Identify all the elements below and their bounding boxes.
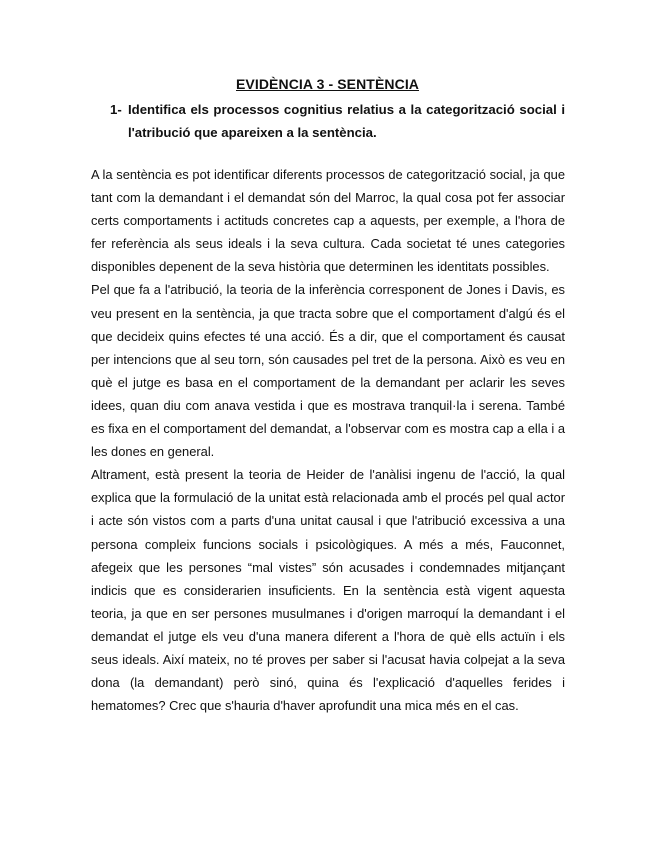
paragraph-heider-theory: Altrament, està present la teoria de Heider de l'anàlisi ingenu de l'acció, la qual explica que la formulació de la unitat està relacionada amb el procés pel qual actor i acte són vistos com a parts d'una unitat causal i que l'atribució excessiva a una persona compleix funcions socials i psicològiques. A més a més, Fauconnet, afegeix que les persones “mal vistes” són acusades i condemnades mitjançant indicis que es considerarien insuficients. En la sentència està vigent aquesta teoria, ja que en ser persones musulmanes i d'origen marroquí la demandant i el demandat el jutge els veu d'una manera diferent a l'hora de què ells actuïn i els seus ideals. Així mateix, no té proves per saber si l'acusat havia colpejat a la seva dona (la demandant) però sinó, quina és l'explicació d'aquelles ferides i hematomes? Crec que s'hauria d'haver aprofundit una mica més en el cas. xyxy=(91,467,565,714)
document-title: EVIDÈNCIA 3 - SENTÈNCIA xyxy=(235,76,420,92)
question-number: 1- xyxy=(110,102,122,117)
paragraph-attribution-jones-davis: Pel que fa a l'atribució, la teoria de la inferència corresponent de Jones i Davis, es veu present en la sentència, ja que tracta sobre que el comportament d'algú és el que decideix quins efectes té una acció. És a dir, que el comportament és causat per intencions que al seu torn, són causades pel tret de la persona. Això es veu en què el jutge es basa en el comportament de la demandant per aclarir les seves idees, quan diu com anava vestida i que es mostrava tranquil·la i serena. També es fixa en el comportament del demandat, a l'observar com es mostra cap a ella i a les dones en general. xyxy=(91,282,565,460)
document-body xyxy=(91,163,565,717)
question-text: Identifica els processos cognitius relatius a la categorització social i l'atribució que apareixen a la sentència. xyxy=(128,102,565,140)
question-item xyxy=(110,98,565,144)
paragraph-categorization: A la sentència es pot identificar diferents processos de categorització social, ja que tant com la demandant i el demandat són del Marroc, la qual cosa pot fer associar certs comportaments i actituds concretes cap a aquests, per exemple, a l'hora de fer referència als seus ideals i la seva cultura. Cada societat té unes categories disponibles depenent de la seva història que determinen les identitats possibles. xyxy=(91,167,565,275)
